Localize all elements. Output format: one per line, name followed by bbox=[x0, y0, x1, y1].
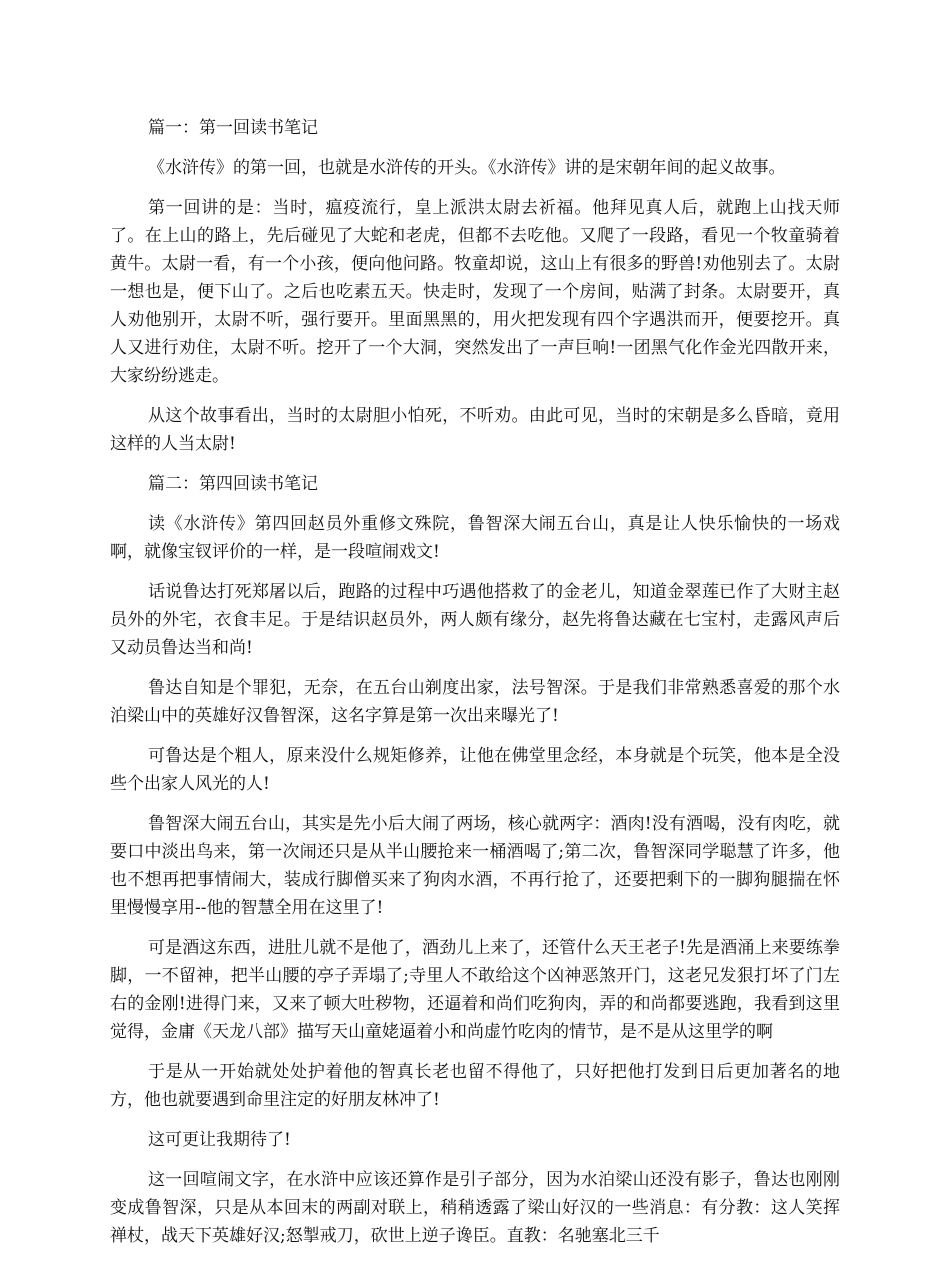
paragraph: 从这个故事看出，当时的太尉胆小怕死，不听劝。由此可见，当时的宋朝是多么昏暗，竟用这样的人当太尉! bbox=[110, 406, 840, 454]
paragraph: 于是从一开始就处处护着他的智真长老也留不得他了，只好把他打发到日后更加著名的地方，他也就要遇到命里注定的好朋友林冲了! bbox=[110, 1062, 840, 1110]
section-heading-2: 篇二：第四回读书笔记 bbox=[148, 474, 318, 494]
paragraph: 鲁达自知是个罪犯，无奈，在五台山剃度出家，法号智深。于是我们非常熟悉喜爱的那个水泊梁山中的英雄好汉鲁智深，这名字算是第一次出来曝光了! bbox=[110, 678, 840, 726]
document-body bbox=[110, 114, 840, 1262]
paragraph: 话说鲁达打死郑屠以后，跑路的过程中巧遇他搭救了的金老儿，知道金翠莲已作了大财主赵员外的外宅，衣食丰足。于是结识赵员外，两人颇有缘分，赵先将鲁达藏在七宝村，走露风声后又动员鲁达当和尚! bbox=[110, 582, 840, 658]
paragraph: 这一回喧闹文字，在水浒中应该还算作是引子部分，因为水泊梁山还没有影子，鲁达也刚刚变成鲁智深，只是从本回末的两副对联上，稍稍透露了梁山好汉的一些消息：有分教：这人笑挥禅杖，战天下英雄好汉;怒掣戒刀，砍世上逆子谗臣。直教：名驰塞北三千 bbox=[110, 1170, 840, 1246]
section-heading-1: 篇一：第一回读书笔记 bbox=[148, 118, 318, 138]
paragraph: 读《水浒传》第四回赵员外重修文殊院，鲁智深大闹五台山，真是让人快乐愉快的一场戏啊，就像宝钗评价的一样，是一段喧闹戏文! bbox=[110, 514, 840, 562]
paragraph: 这可更让我期待了! bbox=[148, 1130, 291, 1150]
paragraph: 鲁智深大闹五台山，其实是先小后大闹了两场，核心就两字：酒肉!没有酒喝，没有肉吃，就要口中淡出鸟来，第一次闹还只是从半山腰抢来一桶酒喝了;第二次，鲁智深同学聪慧了许多，他也不想再把事情闹大，装成行脚僧买来了狗肉水酒，不再行抢了，还要把剩下的一脚狗腿揣在怀里慢慢享用--他的智慧全用在这里了! bbox=[110, 814, 840, 918]
paragraph: 《水浒传》的第一回，也就是水浒传的开头。《水浒传》讲的是宋朝年间的起义故事。 bbox=[148, 158, 786, 178]
paragraph: 第一回讲的是：当时，瘟疫流行，皇上派洪太尉去祈福。他拜见真人后，就跑上山找天师了。在上山的路上，先后碰见了大蛇和老虎，但都不去吃他。又爬了一段路，看见一个牧童骑着黄牛。太尉一看，有一个小孩，便向他问路。牧童却说，这山上有很多的野兽!劝他别去了。太尉一想也是，便下山了。之后也吃素五天。快走时，发现了一个房间，贴满了封条。太尉要开，真人劝他别开，太尉不听，强行要开。里面黑黑的，用火把发现有四个字遇洪而开，便要挖开。真人又进行劝住，太尉不听。挖开了一个大洞，突然发出了一声巨响!一团黑气化作金光四散开来，大家纷纷逃走。 bbox=[110, 198, 840, 386]
paragraph: 可鲁达是个粗人，原来没什么规矩修养，让他在佛堂里念经，本身就是个玩笑，他本是全没些个出家人风光的人! bbox=[110, 746, 840, 794]
paragraph: 可是酒这东西，进肚儿就不是他了，酒劲儿上来了，还管什么天王老子!先是酒涌上来要练拳脚，一不留神，把半山腰的亭子弄塌了;寺里人不敢给这个凶神恶煞开门，这老兄发狠打坏了门左右的金刚!进得门来，又来了顿大吐秽物，还逼着和尚们吃狗肉，弄的和尚都要逃跑，我看到这里觉得，金庸《天龙八部》描写天山童姥逼着小和尚虚竹吃肉的情节，是不是从这里学的啊 bbox=[110, 938, 840, 1042]
